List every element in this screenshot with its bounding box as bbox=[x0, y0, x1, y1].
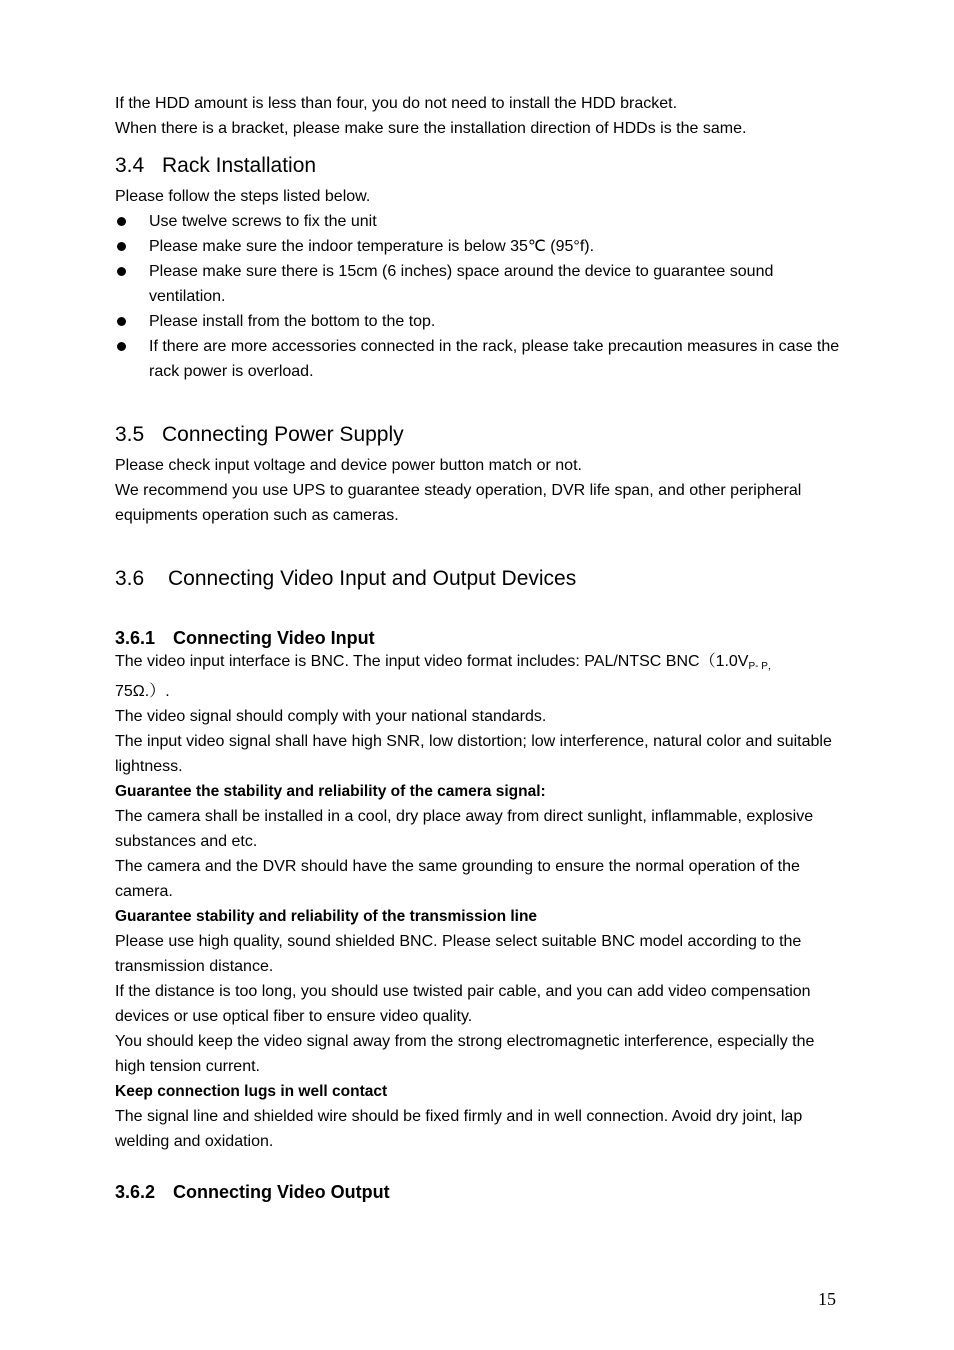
heading-3-6-2-title: Connecting Video Output bbox=[173, 1182, 390, 1202]
power-paragraph-1: Please check input voltage and device power button match or not. bbox=[115, 457, 582, 474]
video-input-paragraph-4: The camera shall be installed in a cool, dry place away from direct sunlight, inflammable, explosive substances and etc. bbox=[115, 808, 814, 850]
heading-3-6-1-number: 3.6.1 bbox=[115, 628, 156, 648]
power-paragraph-2: We recommend you use UPS to guarantee steady operation, DVR life span, and other peripheral equipments operation such as cameras. bbox=[115, 482, 802, 524]
heading-3-5-title: Connecting Power Supply bbox=[162, 423, 404, 446]
video-input-paragraph-9: The signal line and shielded wire should be fixed firmly and in well connection. Avoid dry joint, lap welding and oxidation. bbox=[115, 1108, 803, 1150]
intro-line-1: If the HDD amount is less than four, you do not need to install the HDD bracket. bbox=[115, 95, 678, 112]
heading-3-6 bbox=[115, 564, 845, 594]
bullet-icon bbox=[117, 217, 126, 226]
bullet-icon bbox=[117, 242, 126, 251]
heading-3-5-number: 3.5 bbox=[115, 423, 145, 446]
video-input-paragraph-5: The camera and the DVR should have the same grounding to ensure the normal operation of the camera. bbox=[115, 858, 800, 900]
heading-3-6-number: 3.6 bbox=[115, 567, 145, 590]
connection-lugs-heading: Keep connection lugs in well contact bbox=[115, 1083, 388, 1100]
camera-signal-heading: Guarantee the stability and reliability of the camera signal: bbox=[115, 783, 546, 800]
intro-line-2: When there is a bracket, please make sure the installation direction of HDDs is the same. bbox=[115, 120, 747, 137]
transmission-line-heading: Guarantee stability and reliability of the transmission line bbox=[115, 908, 538, 925]
rack-lead: Please follow the steps listed below. bbox=[115, 188, 371, 205]
heading-3-5 bbox=[115, 420, 845, 450]
heading-3-4-number: 3.4 bbox=[115, 154, 145, 177]
list-item: Please make sure there is 15cm (6 inches) space around the device to guarantee sound ventilation. bbox=[115, 259, 845, 309]
heading-3-6-2 bbox=[115, 1179, 845, 1205]
video-input-paragraph-7: If the distance is too long, you should use twisted pair cable, and you can add video compensation devices or use optical fiber to ensure video quality. bbox=[115, 983, 811, 1025]
heading-3-6-2-number: 3.6.2 bbox=[115, 1182, 156, 1202]
video-input-paragraph-1: The video input interface is BNC. The input video format includes: PAL/NTSC $BNC(1.0V_{P- P,}$ 75Ω.）. bbox=[115, 653, 778, 700]
bullet-icon bbox=[117, 342, 126, 351]
list-item: Use twelve screws to fix the unit bbox=[115, 209, 845, 234]
video-input-paragraph-2: The video signal should comply with your national standards. bbox=[115, 708, 547, 725]
list-item: Please make sure the indoor temperature is below 35℃ (95°f). bbox=[115, 234, 845, 259]
page-number: 15 bbox=[818, 1289, 836, 1309]
rack-steps-list bbox=[115, 209, 845, 384]
video-input-paragraph-6: Please use high quality, sound shielded BNC. Please select suitable BNC model according to the transmission distance. bbox=[115, 933, 802, 975]
document-page bbox=[115, 91, 845, 1205]
heading-3-6-title: Connecting Video Input and Output Devices bbox=[168, 567, 577, 590]
bullet-icon bbox=[117, 267, 126, 276]
heading-3-6-1 bbox=[115, 625, 845, 651]
heading-3-4 bbox=[115, 151, 845, 181]
heading-3-6-1-title: Connecting Video Input bbox=[173, 628, 375, 648]
list-item: If there are more accessories connected in the rack, please take precaution measures in case the rack power is overload. bbox=[115, 334, 845, 384]
list-item: Please install from the bottom to the top. bbox=[115, 309, 845, 334]
video-input-paragraph-3: The input video signal shall have high SNR, low distortion; low interference, natural color and suitable lightness. bbox=[115, 733, 832, 775]
bullet-icon bbox=[117, 317, 126, 326]
video-input-paragraph-8: You should keep the video signal away from the strong electromagnetic interference, especially the high tension current. bbox=[115, 1033, 815, 1075]
heading-3-4-title: Rack Installation bbox=[162, 154, 317, 177]
